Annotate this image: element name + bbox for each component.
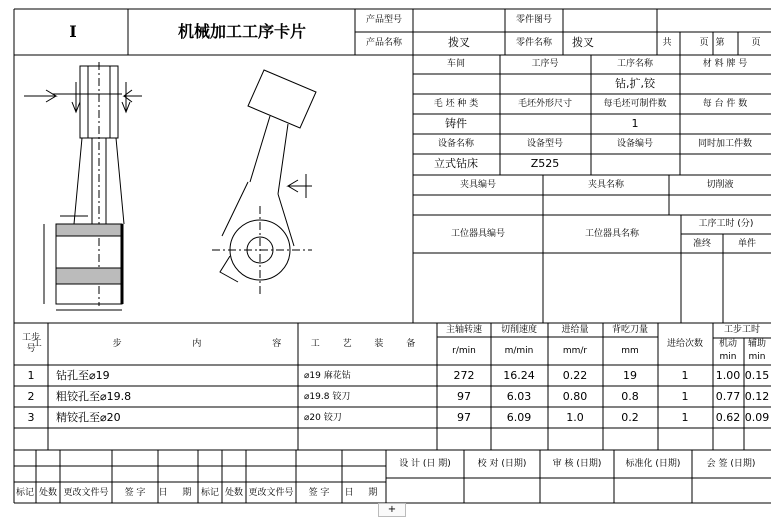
blank-type-label: 毛 坯 种 类: [433, 99, 479, 109]
step-machine-time: 0.62: [715, 410, 741, 424]
rev-sign-label: 签 字: [124, 488, 146, 498]
blank-type-value: 铸件: [445, 117, 467, 130]
process-number: Ⅰ: [69, 22, 77, 41]
equipment-header: 工 艺 装 备: [310, 339, 426, 349]
step-cut-speed: 6.03: [506, 389, 532, 403]
step-spindle-speed: 272: [453, 368, 475, 382]
lever-head: [248, 70, 316, 128]
step-equipment: ⌀20 铰刀: [304, 412, 342, 423]
step-depth: 0.8: [621, 389, 639, 403]
step-content-header: 工 步 内 容: [32, 339, 316, 349]
per-blank-label: 每毛坯可制件数: [603, 99, 667, 109]
feed-header: 进给量: [561, 325, 589, 335]
spindle-header: 主轴转速: [445, 325, 483, 335]
equip-model-label: 设备型号: [526, 139, 564, 149]
step-feed: 0.22: [562, 368, 588, 382]
design-label: 设 计 (日 期): [399, 459, 451, 469]
part-name-label: 零件名称: [515, 38, 553, 48]
depth-unit: mm: [621, 346, 639, 356]
product-name-value: 拨叉: [448, 36, 470, 49]
step-passes: 1: [681, 368, 689, 382]
step-aux-time: 0.15: [744, 368, 770, 382]
passes-header: 进给次数: [666, 339, 704, 349]
step-cut-speed: 16.24: [503, 368, 535, 382]
step-passes: 1: [681, 389, 689, 403]
step-machine-time: 0.77: [715, 389, 741, 403]
proof-label: 校 对 (日期): [477, 459, 527, 469]
fixture-name-label: 夹具名称: [587, 180, 625, 190]
step-content: 钻孔至⌀19: [56, 368, 110, 382]
station-tool-no-label: 工位器具编号: [450, 229, 506, 239]
aux-time-unit: min: [748, 352, 766, 362]
step-depth: 19: [623, 368, 637, 382]
rev-count-label: 处数: [38, 488, 58, 498]
review-label: 审 核 (日期): [552, 459, 602, 469]
op-name-label: 工序名称: [616, 59, 654, 69]
step-feed: 1.0: [566, 410, 584, 424]
card-title: 机械加工工序卡片: [177, 22, 307, 41]
product-name-label: 产品名称: [365, 38, 403, 48]
add-sheet-button[interactable]: +: [378, 503, 406, 517]
step-no: 2: [27, 389, 35, 403]
fixture-no-label: 夹具编号: [459, 180, 497, 190]
equip-model-value: Z525: [530, 157, 560, 170]
clamp-arrow-left: [24, 90, 56, 102]
rev-count-label-2: 处数: [224, 488, 244, 498]
total-pages-label: 共: [662, 38, 672, 48]
speed-unit: m/min: [504, 346, 534, 356]
aux-time-header: 辅助: [747, 339, 767, 349]
step-spindle-speed: 97: [457, 389, 471, 403]
station-tool-name-label: 工位器具名称: [584, 229, 640, 239]
countersign-label: 会 签 (日期): [706, 459, 756, 469]
step-equipment: ⌀19 麻花钻: [304, 370, 351, 381]
rev-date-label-2: 日 期: [344, 488, 384, 498]
depth-header: 背吃刀量: [611, 325, 649, 335]
op-name-value: 钻,扩,铰: [615, 77, 655, 90]
step-cut-speed: 6.09: [506, 410, 532, 424]
step-feed: 0.80: [562, 389, 588, 403]
per-blank-value: 1: [631, 117, 639, 130]
part-sketch: [16, 56, 411, 321]
prep-time-label: 准终: [692, 239, 712, 249]
speed-header: 切削速度: [500, 325, 538, 335]
equip-name-label: 设备名称: [437, 139, 475, 149]
part-name-value: 拨叉: [572, 36, 594, 49]
step-machine-time: 1.00: [715, 368, 741, 382]
rev-doc-no-label-2: 更改文件号: [248, 488, 294, 498]
standardize-label: 标准化 (日期): [625, 459, 681, 469]
equip-no-label: 设备编号: [616, 139, 654, 149]
clamp-arrow-right: [124, 90, 142, 102]
coolant-label: 切削液: [706, 180, 734, 190]
machine-time-unit: min: [719, 352, 737, 362]
step-aux-time: 0.12: [744, 389, 770, 403]
per-machine-label: 每 台 件 数: [702, 99, 748, 109]
step-no: 1: [27, 368, 35, 382]
page-unit-label-2: 页: [751, 38, 761, 48]
step-time-header: 工步工时: [723, 325, 761, 335]
simul-parts-label: 同时加工件数: [697, 139, 753, 149]
rev-mark-label-2: 标记: [200, 488, 220, 498]
step-content: 粗铰孔至⌀19.8: [56, 389, 132, 403]
rev-mark-label: 标记: [15, 488, 35, 498]
unit-time-label: 单件: [737, 239, 757, 249]
workshop-label: 车间: [446, 59, 466, 69]
product-model-label: 产品型号: [365, 15, 403, 25]
step-depth: 0.2: [621, 410, 639, 424]
blank-size-label: 毛坯外形尺寸: [517, 99, 573, 109]
step-spindle-speed: 97: [457, 410, 471, 424]
op-no-label: 工序号: [531, 59, 559, 69]
feed-unit: mm/r: [562, 346, 588, 356]
rev-sign-label-2: 签 字: [308, 488, 330, 498]
rev-date-label: 日 期: [158, 488, 198, 498]
material-label: 材 料 牌 号: [702, 59, 748, 69]
op-time-label: 工序工时 (分): [698, 219, 754, 229]
step-no: 3: [27, 410, 35, 424]
step-passes: 1: [681, 410, 689, 424]
step-content: 精铰孔至⌀20: [56, 410, 121, 424]
part-drawing-no-label: 零件图号: [515, 15, 553, 25]
step-aux-time: 0.09: [744, 410, 770, 424]
spindle-unit: r/min: [452, 346, 476, 356]
equip-name-value: 立式钻床: [434, 157, 478, 170]
locate-arrow: [288, 180, 312, 192]
machine-time-header: 机动: [718, 339, 738, 349]
rev-doc-no-label: 更改文件号: [63, 488, 109, 498]
nth-page-label: 第: [715, 38, 725, 48]
page-unit-label: 页: [699, 38, 709, 48]
step-no-header: 工步号: [21, 333, 40, 354]
step-equipment: ⌀19.8 铰刀: [304, 391, 351, 402]
